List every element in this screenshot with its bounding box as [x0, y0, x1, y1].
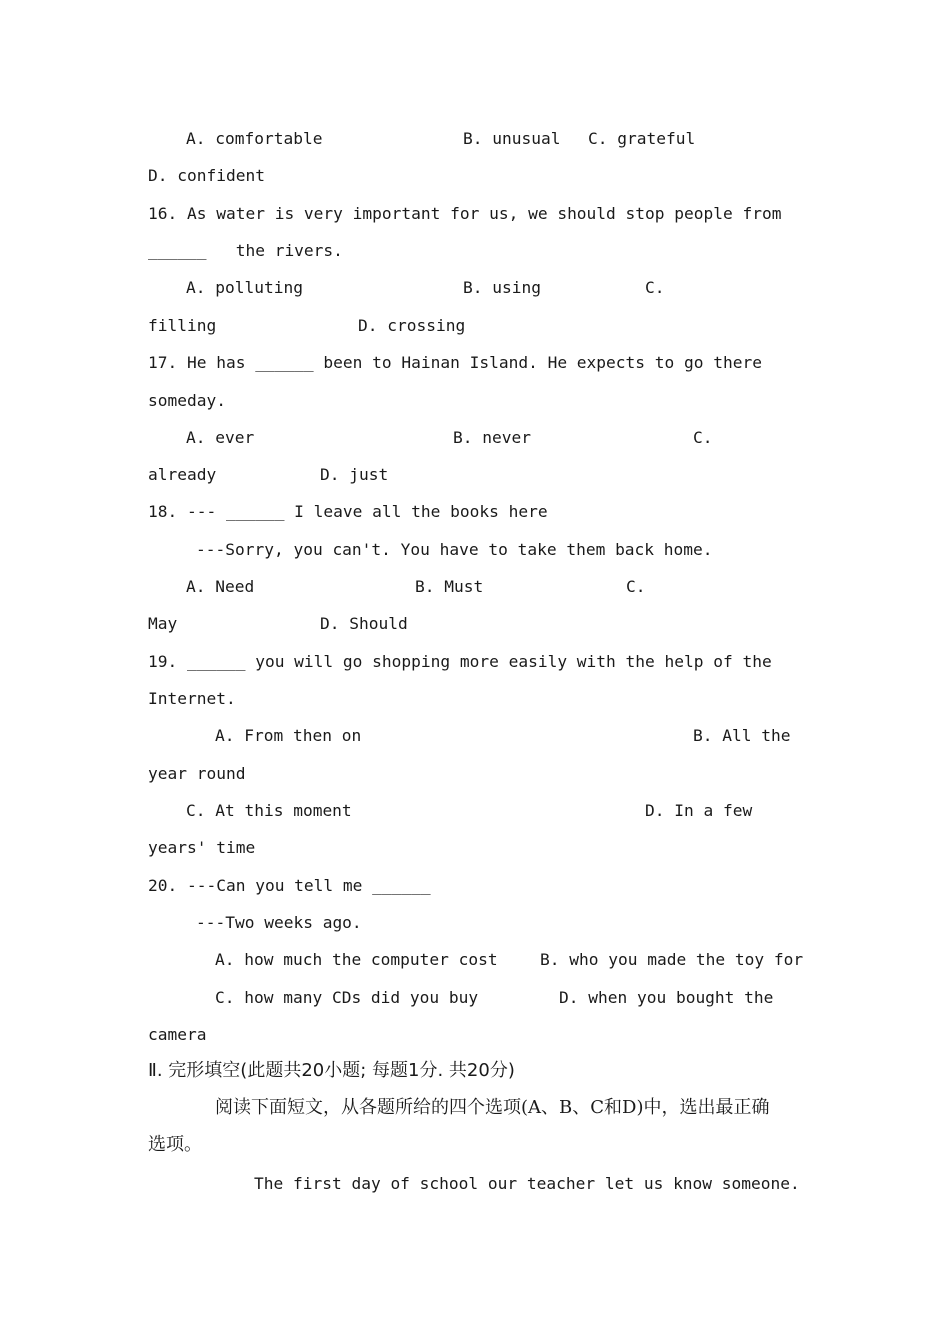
q15-option-a: A. comfortable: [186, 129, 323, 148]
q19-option-d-cont: years' time: [148, 838, 256, 857]
passage-line1: The first day of school our teacher let us know someone.: [254, 1174, 800, 1193]
q15-option-b: B. unusual: [463, 129, 561, 148]
q20-option-b: B. who you made the toy for: [540, 950, 804, 969]
q16-option-c-text: filling: [148, 316, 217, 335]
q17-option-a: A. ever: [186, 428, 255, 447]
q16-option-c-label: C.: [645, 278, 665, 297]
q20-option-d: D. when you bought the: [559, 988, 774, 1007]
q19-option-a: A. From then on: [215, 726, 362, 745]
q20-option-c: C. how many CDs did you buy: [215, 988, 479, 1007]
q19-option-d: D. In a few: [645, 801, 753, 820]
q19-option-b: B. All the: [693, 726, 791, 745]
q17-option-b: B. never: [453, 428, 531, 447]
q19-stem-line1: 19. ______ you will go shopping more easily with the help of the: [148, 652, 772, 671]
q16-option-d: D. crossing: [358, 316, 466, 335]
q20-stem-line2: ---Two weeks ago.: [196, 913, 362, 932]
q20-stem-line1: 20. ---Can you tell me ______: [148, 876, 431, 895]
q16-option-b: B. using: [463, 278, 541, 297]
q17-stem-line1: 17. He has ______ been to Hainan Island. He expects to go there: [148, 353, 762, 372]
q17-option-c-text: already: [148, 465, 217, 484]
q17-option-d: D. just: [320, 465, 389, 484]
q20-option-d-cont: camera: [148, 1025, 207, 1044]
q18-option-a: A. Need: [186, 577, 255, 596]
section-2-heading: Ⅱ. 完形填空(此题共20小题; 每题1分. 共20分): [148, 1060, 515, 1081]
q19-option-b-cont: year round: [148, 764, 246, 783]
q16-stem-line1: 16. As water is very important for us, we should stop people from: [148, 204, 782, 223]
q18-stem-line2: ---Sorry, you can't. You have to take them back home.: [196, 540, 713, 559]
q18-option-b: B. Must: [415, 577, 484, 596]
section-2-instruction-line2: 选项。: [148, 1134, 202, 1155]
q19-stem-line2: Internet.: [148, 689, 236, 708]
q15-option-c: C. grateful: [588, 129, 696, 148]
q19-option-c: C. At this moment: [186, 801, 352, 820]
q17-option-c-label: C.: [693, 428, 713, 447]
q18-option-d: D. Should: [320, 614, 408, 633]
q17-stem-line2: someday.: [148, 391, 226, 410]
q16-option-a: A. polluting: [186, 278, 303, 297]
q18-option-c-text: May: [148, 614, 178, 633]
q16-stem-line2: ______ the rivers.: [148, 241, 343, 260]
q18-option-c-label: C.: [626, 577, 646, 596]
q18-stem-line1: 18. --- ______ I leave all the books here: [148, 502, 548, 521]
q20-option-a: A. how much the computer cost: [215, 950, 498, 969]
q15-option-d: D. confident: [148, 166, 265, 185]
section-2-instruction-line1: 阅读下面短文，从各题所给的四个选项(A、B、C和D)中，选出最正确: [215, 1097, 770, 1118]
